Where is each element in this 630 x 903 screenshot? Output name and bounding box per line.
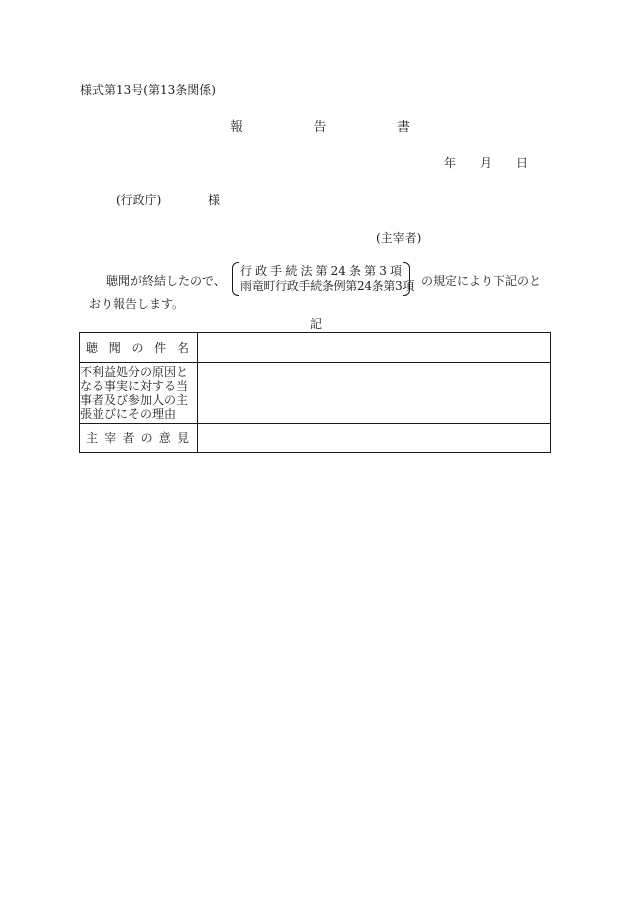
presider-label: (主宰者) (376, 231, 422, 245)
report-table (79, 332, 551, 453)
label-char: 意 (158, 431, 171, 445)
law-char: 続 (285, 264, 298, 278)
law-char: 第 (364, 264, 377, 278)
table-row (80, 363, 551, 424)
date-year-label: 年 (444, 156, 457, 170)
hearing-subject-label (80, 333, 198, 363)
claims-and-reasons-label (80, 363, 198, 424)
label-char: の (131, 340, 144, 355)
label-line: 張並びにその理由 (80, 407, 177, 421)
law-char: 項 (389, 264, 402, 278)
label-char: 見 (176, 431, 189, 445)
label-char: 名 (176, 340, 189, 355)
label-char: 主 (86, 431, 99, 445)
law-char: 条 (349, 264, 362, 278)
law-char: 第 (315, 264, 328, 278)
law-char: 法 (300, 264, 313, 278)
hearing-subject-value[interactable] (198, 333, 551, 363)
right-bracket (403, 262, 410, 296)
law-char: 24 (330, 264, 346, 278)
label-char: 聴 (86, 340, 99, 355)
date-line (444, 157, 528, 169)
label-char: 宰 (104, 431, 117, 445)
addressee-honorific: 様 (208, 193, 221, 207)
law-char: 行 (240, 264, 253, 278)
date-month-label: 月 (479, 156, 492, 170)
addressee: (行政庁) (116, 193, 162, 207)
label-line: なる事実に対する当 (80, 379, 189, 393)
law-char: 政 (255, 264, 268, 278)
paragraph-line2: おり報告します。 (89, 297, 185, 311)
paragraph-trail: の規定により下記のと (421, 274, 542, 288)
title-char: 書 (396, 120, 410, 135)
title-char: 報 (230, 120, 244, 135)
title-char: 告 (313, 120, 327, 135)
form-number: 様式第13号(第13条関係) (80, 83, 216, 97)
paragraph-lead: 聴聞が終結したので、 (106, 274, 226, 288)
claims-and-reasons-value[interactable] (198, 363, 551, 424)
document-title (230, 121, 410, 134)
presider-opinion-value[interactable] (198, 424, 551, 453)
law-option-municipal: 雨竜町行政手続条例第24条第3項 (240, 279, 415, 293)
law-choice-brace (232, 262, 415, 294)
law-char: 3 (379, 264, 387, 278)
label-line: 不利益処分の原因と (80, 365, 189, 379)
table-row (80, 424, 551, 453)
presider-opinion-label (80, 424, 198, 453)
law-char: 手 (270, 264, 283, 278)
law-option-national (240, 265, 402, 277)
label-char: 聞 (108, 340, 121, 355)
label-char: 件 (154, 340, 167, 355)
ki-heading: 記 (310, 317, 323, 331)
label-char: の (140, 431, 153, 445)
table-row (80, 333, 551, 363)
label-line: 事者及び参加人の主 (80, 393, 189, 407)
label-char: 者 (122, 431, 135, 445)
left-bracket (232, 262, 239, 296)
date-day-label: 日 (515, 156, 528, 170)
